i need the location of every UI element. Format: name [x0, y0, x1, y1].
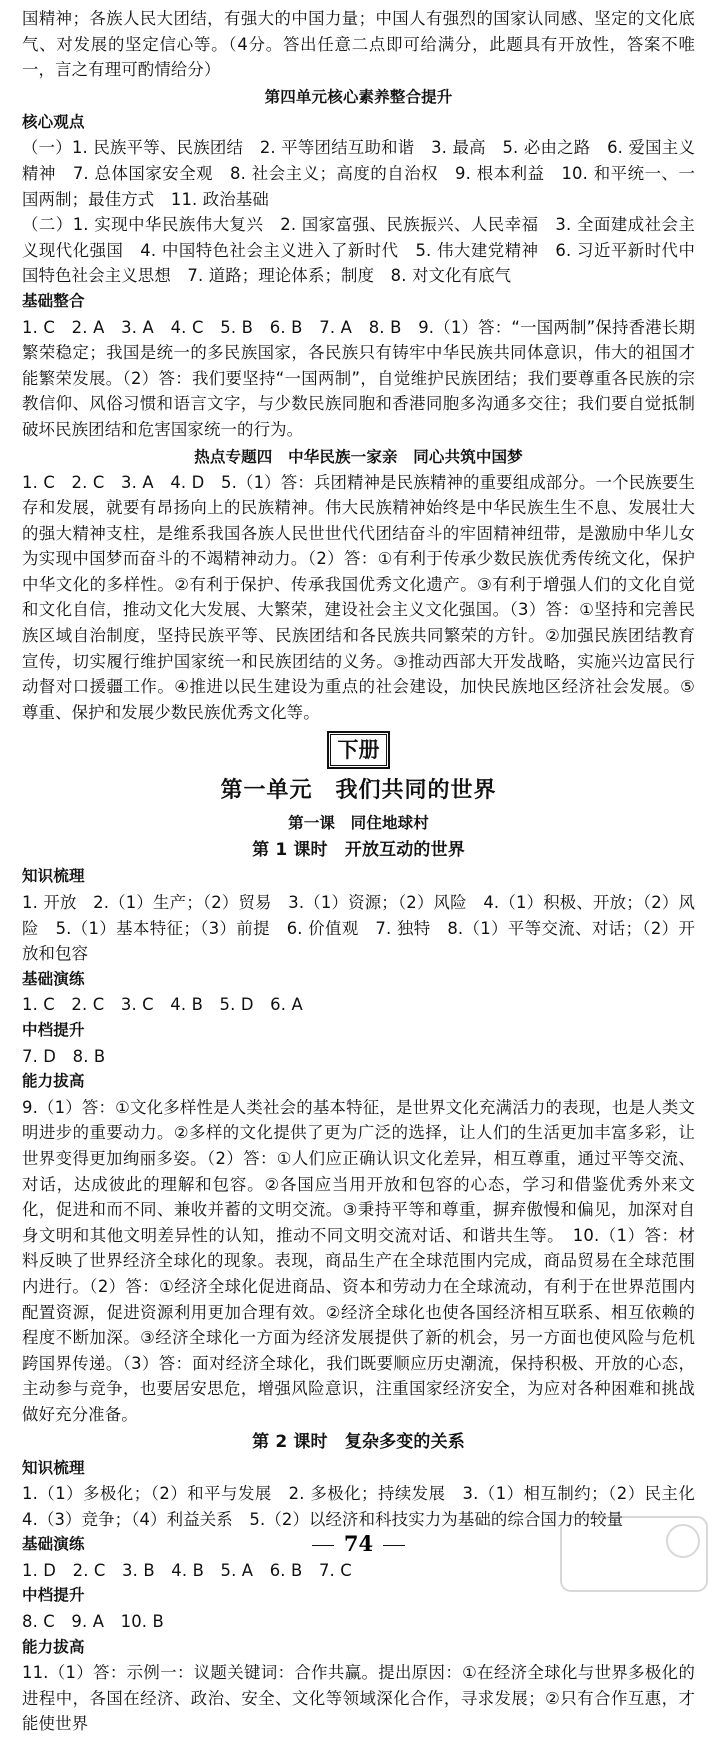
ability-heading-1: 能力拔高 [22, 1072, 85, 1091]
volume-box [22, 731, 695, 769]
mid-heading-2: 中档提升 [22, 1586, 85, 1605]
knowledge-answers-1: 1. 开放 2.（1）生产；（2）贸易 3.（1）资源；（2）风险 4.（1）积极、开放；（2）风险 5.（1）基本特征；（3）前提 6. 价值观 7. 独特 8.（1）平等交流、对话；（2）开放和包容 [22, 893, 695, 964]
core-points-part1: （一）1. 民族平等、民族团结 2. 平等团结互助和谐 3. 最高 5. 必由之路 6. 爱国主义精神 7. 总体国家安全观 8. 社会主义；高度的自治权 9. 根本利益 10. 和平统一、一国两制；最佳方式 11. 政治基础 [22, 138, 695, 209]
mid-answers-1: 7. D 8. B [22, 1046, 106, 1066]
ability-answers-1: 9.（1）答：①文化多样性是人类社会的基本特征，是世界文化充满活力的表现，也是人类文明进步的重要动力。②多样的文化提供了更为广泛的选择，让人们的生活更加丰富多彩，让世界变得更加绚丽多姿。（2）答：①人们应正确认识文化差异，相互尊重，通过平等交流、对话，达成彼此的理解和包容。②各国应当用开放和包容的心态，学习和借鉴优秀外来文化，促进和而不同、兼收并蓄的文明交流。③秉持平等和尊重，摒弃傲慢和偏见，加深对自身文明和其他文明差异性的认知，推动不同文明交流对话、和谐共生等。 10.（1）答：材料反映了世界经济全球化的现象。表现，商品生产在全球范围内完成，商品贸易在全球范围内进行。（2）答：①经济全球化促进商品、资本和劳动力在全球流动，有利于在世界范围内配置资源，促进资源利用更加合理有效。②经济全球化也使各国经济相互联系、相互依赖的程度不断加深。③经济全球化一方面为经济发展提供了新的机会，另一方面也使风险与危机跨国界传递。（3）答：面对经济全球化，我们既要顺应历史潮流，保持积极、开放的心态，主动参与竞争，也要居安思危，增强风险意识，注重国家经济安全，为应对各种困难和挑战做好充分准备。 [22, 1097, 695, 1424]
drill-heading-1: 基础演练 [22, 969, 85, 988]
period1-title: 第 1 课时 开放互动的世界 [252, 840, 465, 861]
page-number-dash-right [383, 1545, 405, 1546]
page-number-dash-left [312, 1545, 334, 1546]
drill-answers-2: 1. D 2. C 3. B 4. B 5. A 6. B 7. C [22, 1560, 352, 1580]
watermark-logo [559, 1515, 709, 1593]
basic-integration-heading: 基础整合 [22, 291, 85, 310]
hot-topic4-answers: 1. C 2. C 3. A 4. D 5.（1）答：兵团精神是民族精神的重要组成部分。一个民族要生存和发展，就要有昂扬向上的民族精神。伟大民族精神始终是中华民族生生不息、发展壮大的强大精神支柱，是维系我国各族人民世世代代团结奋斗的牢固精神纽带，是激励中华儿女为实现中国梦而奋斗的不竭精神动力。（2）答：①有利于传承少数民族优秀传统文化，保护中华文化的多样性。②有利于保护、传承我国优秀文化遗产。③有利于增强人们的文化自觉和文化自信，推动文化大发展、大繁荣，建设社会主义文化强国。（3）答：①坚持和完善民族区域自治制度，坚持民族平等、民族团结和各民族共同繁荣的方针。②加强民族团结教育宣传，切实履行维护国家统一和民族团结的义务。③推动西部大开发战略，实施兴边富民行动督对口援疆工作。④推进以民生建设为重点的社会建设，加快民族地区经济社会发展。⑤尊重、保护和发展少数民族优秀文化等。 [22, 472, 695, 722]
continued-answer: 国精神；各族人民大团结，有强大的中国力量；中国人有强烈的国家认同感、坚定的文化底气、对发展的坚定信心等。（4分。答出任意二点即可给满分，此题具有开放性，答案不唯一，言之有理可酌情给分） [22, 9, 695, 80]
mid-answers-2: 8. C 9. A 10. B [22, 1612, 164, 1632]
lesson1-title: 第一课 同住地球村 [288, 813, 429, 833]
drill-answers-1: 1. C 2. C 3. C 4. B 5. D 6. A [22, 995, 303, 1015]
core-points-part2: （二）1. 实现中华民族伟大复兴 2. 国家富强、民族振兴、人民幸福 3. 全面建成社会主义现代化强国 4. 中国特色社会主义进入了新时代 5. 伟大建党精神 6. 习近平新时代中国特色社会主义思想 7. 道路；理论体系；制度 8. 对文化有底气 [22, 215, 695, 286]
ability-answers-2: 11.（1）答：示例一：议题关键词：合作共赢。提出原因：①在经济全球化与世界多极化的进程中，各国在经济、政治、安全、文化等领域深化合作，寻求发展；②只有合作互惠，才能使世界 [22, 1663, 695, 1734]
basic-integration-answers: 1. C 2. A 3. A 4. C 5. B 6. B 7. A 8. B 9.（1）答：“一国两制”保持香港长期繁荣稳定；我国是统一的多民族国家，各民族只有铸牢中华民族共同体意识，伟大的祖国才能繁荣发展。（2）答：我们要坚持“一国两制”，自觉维护民族团结；我们要尊重各民族的宗教信仰、风俗习惯和语言文字，与少数民族同胞和香港同胞多沟通多交往；我们要自觉抵制破坏民族团结和危害国家统一的行为。 [22, 317, 695, 439]
unit4-review-title: 第四单元核心素养整合提升 [264, 86, 453, 106]
mid-heading-1: 中档提升 [22, 1021, 85, 1039]
volume-title: 下册 [330, 734, 386, 766]
ability-heading-2: 能力拔高 [22, 1637, 85, 1656]
drill-heading-2: 基础演练 [22, 1535, 85, 1554]
unit1-title: 第一单元 我们共同的世界 [220, 777, 497, 804]
knowledge-heading-1: 知识梳理 [22, 867, 85, 886]
hot-topic4-title: 热点专题四 中华民族一家亲 同心共筑中国梦 [194, 446, 523, 466]
page-number-value: 74 [343, 1531, 374, 1556]
period2-title: 第 2 课时 复杂多变的关系 [252, 1431, 465, 1452]
core-points-heading: 核心观点 [22, 112, 85, 131]
knowledge-answers-2: 1.（1）多极化；（2）和平与发展 2. 多极化；持续发展 3.（1）相互制约；（2）民主化 4.（3）竞争；（4）利益关系 5.（2）以经济和科技实力为基础的综合国力的较量 [22, 1484, 712, 1529]
knowledge-heading-2: 知识梳理 [22, 1458, 85, 1477]
